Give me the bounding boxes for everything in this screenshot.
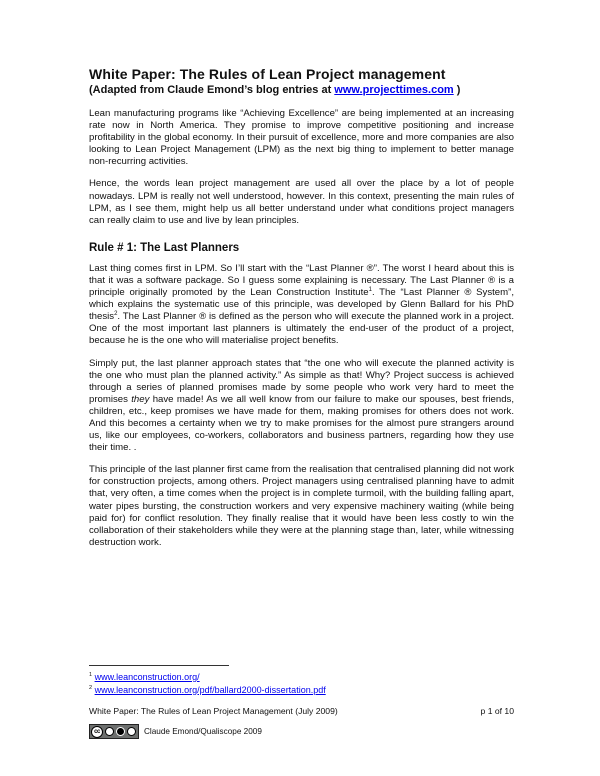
- footnotes: [89, 671, 514, 696]
- document-title: White Paper: The Rules of Lean Project management: [89, 66, 446, 82]
- footnote-2: [89, 684, 514, 697]
- footnote-link-leanconstruction[interactable]: www.leanconstruction.org/: [94, 672, 200, 682]
- copyright-text: Claude Emond/Qualiscope 2009: [144, 727, 262, 736]
- footnote-divider: [89, 665, 229, 666]
- rule-1-p1-text-a: Last thing comes first in LPM. So I’ll start with the “Last Planner ®”. The worst I heard about this is that it was a software package. So I guess some explaining is necessary. The Last Planner ® is a principle originally promoted by the Lean Construction Institute: [89, 262, 514, 299]
- rule-1-p2-text-b: have made! As we all well know from our failure to make our spouses, best friends, children, etc., keep promises we have made for them, making promises for others does not work. And this becomes a certainty when we try to make promises for the almost pure strangers around us, like our employees, co-workers, collaborators and business partners, regarding how they use their time. .: [89, 393, 514, 454]
- rule-1-p1-text-c: . The Last Planner ® is defined as the person who will execute the planned work in a project. One of the most important last planners is ultimately the end-user of the product of a project, because he is the one who will materialise project benefits.: [89, 311, 514, 347]
- intro-paragraph-1: Lean manufacturing programs like “Achieving Excellence” are being implemented at an increasing rate now in North America. They promise to improve competitive positioning and increase profitability in the global economy. In their pursuit of excellence, more and more companies are also looking to Lean Project Management (LPM) as the next big thing to implement to better manage non-recurring activities.: [89, 108, 514, 168]
- rule-1-heading: Rule # 1: The Last Planners: [89, 241, 240, 254]
- share-alike-icon: [127, 727, 136, 736]
- page-number: p 1 of 10: [480, 706, 514, 716]
- footnote-ref-2: 2: [114, 311, 118, 318]
- rule-1-p2-text-a: Simply put, the last planner approach states that “the one who will execute the planned activity is the one who must plan the planned activity.” As simple as that! Why? Project success is achieved through a series of planned promises made by some people who work very hard to meet the promises: [89, 357, 514, 405]
- footnote-marker-1: 1: [89, 672, 93, 678]
- footnote-marker-2: 2: [89, 684, 93, 691]
- footnote-link-ballard-dissertation[interactable]: www.leanconstruction.org/pdf/ballard2000-dissertation.pdf: [94, 684, 326, 695]
- attribution-icon: [105, 727, 114, 736]
- rule-1-paragraph-1: [89, 263, 514, 348]
- noncommercial-icon: [116, 727, 125, 736]
- rule-1-paragraph-3: This principle of the last planner first came from the realisation that centralised planning did not work for construction projects, among others. Project managers using centralised planning have to admit that, very often, a time comes when the project is in complete turmoil, with the building falling apart, water pipes bursting, the construction workers and very expensive machinery waiting (while being paid for) for conflict resolution. They finally realise that it would have been less costly to win the collaboration of their stakeholders while they were at the planning stage than, later, while witnessing destruction work.: [89, 464, 515, 548]
- intro-paragraph-2: Hence, the words lean project management are used all over the place by a lot of people nowadays. LPM is really not well understood, however. In this context, presenting the main rules of LPM, as I see them, might help us all better understand under what conditions project managers can really claim to use and live by lean principles.: [89, 178, 514, 226]
- rule-1-p2-emphasis: they: [131, 393, 150, 405]
- license-block: [89, 724, 514, 740]
- document-body: [89, 66, 514, 549]
- footnote-1: [89, 671, 514, 684]
- rule-1-paragraph-2: [89, 358, 514, 455]
- subtitle-suffix: ): [453, 84, 461, 96]
- creative-commons-badge-icon: [89, 724, 139, 739]
- page-footer: [89, 706, 514, 717]
- document-subtitle: [89, 83, 514, 97]
- rule-1-p1-text-b: . The “Last Planner ® System”, which explains the systematic use of this principle, was developed by Glenn Ballard for his PhD thesis: [89, 287, 514, 323]
- footer-title: White Paper: The Rules of Lean Project Management (July 2009): [89, 706, 338, 716]
- projecttimes-link[interactable]: www.projecttimes.com: [334, 84, 454, 96]
- subtitle-prefix: (Adapted from Claude Emond’s blog entries at: [89, 84, 335, 96]
- footnote-ref-1: 1: [368, 286, 372, 293]
- cc-logo-icon: cc: [91, 726, 103, 738]
